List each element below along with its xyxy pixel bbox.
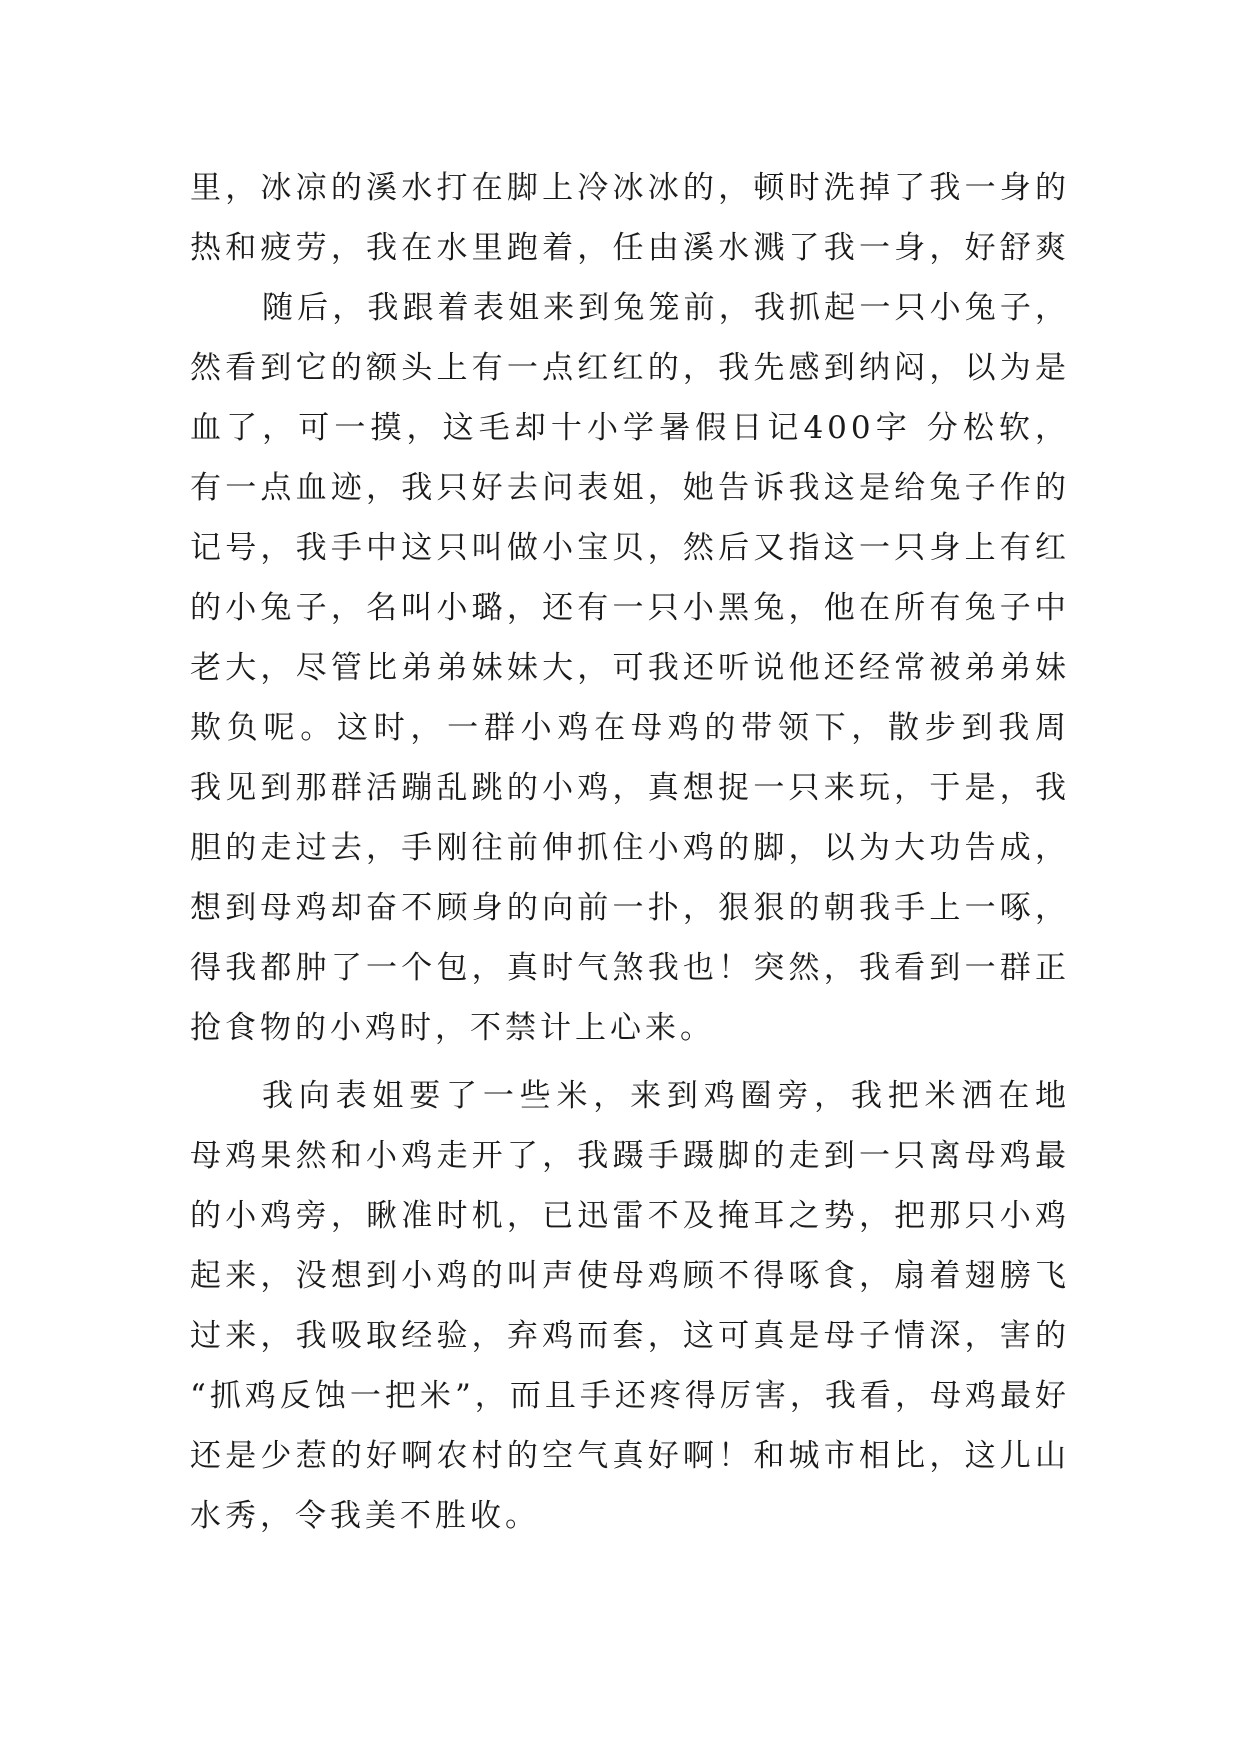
document-body (190, 158, 1070, 1546)
text-line: 得我都肿了一个包，真时气煞我也！突然，我看到一群正 (190, 950, 1070, 986)
paragraph-1 (190, 158, 1070, 278)
text-line: 热和疲劳，我在水里跑着，任由溪水溅了我一身，好舒爽 (190, 230, 1070, 266)
text-line: 胆的走过去，手刚往前伸抓住小鸡的脚，以为大功告成， (190, 830, 1070, 866)
text-line: 里，冰凉的溪水打在脚上冷冰冰的，顿时洗掉了我一身的 (190, 170, 1070, 206)
text-line: 欺负呢。这时，一群小鸡在母鸡的带领下，散步到我周 (190, 710, 1070, 746)
text-line: 然看到它的额头上有一点红红的，我先感到纳闷，以为是 (190, 350, 1070, 386)
text-line: 母鸡果然和小鸡走开了，我蹑手蹑脚的走到一只离母鸡最 (190, 1138, 1070, 1174)
paragraph-spacer (190, 1058, 1070, 1066)
text-line: 想到母鸡却奋不顾身的向前一扑，狠狠的朝我手上一啄， (190, 890, 1070, 926)
text-line: 的小兔子，名叫小璐，还有一只小黑兔，他在所有兔子中 (190, 590, 1070, 626)
text-line: 有一点血迹，我只好去问表姐，她告诉我这是给兔子作的 (190, 470, 1070, 506)
text-line: 随后，我跟着表姐来到兔笼前，我抓起一只小兔子， (262, 290, 1070, 326)
text-line: 老大，尽管比弟弟妹妹大，可我还听说他还经常被弟弟妹 (190, 650, 1070, 686)
paragraph-3 (190, 1066, 1070, 1546)
text-line: 的小鸡旁，瞅准时机，已迅雷不及掩耳之势，把那只小鸡 (190, 1198, 1070, 1234)
text-line: “抓鸡反蚀一把米”，而且手还疼得厉害，我看，母鸡最好 (190, 1378, 1070, 1414)
text-line: 我见到那群活蹦乱跳的小鸡，真想捉一只来玩，于是，我 (190, 770, 1070, 806)
paragraph-2 (190, 278, 1070, 1058)
text-line: 抢食物的小鸡时，不禁计上心来。 (190, 1010, 715, 1046)
text-line: 过来，我吸取经验，弃鸡而套，这可真是母子情深，害的 (190, 1318, 1070, 1354)
text-line: 血了，可一摸，这毛却十小学暑假日记400字 分松软， (190, 410, 1070, 446)
text-line: 水秀，令我美不胜收。 (190, 1498, 540, 1534)
text-line: 我向表姐要了一些米，来到鸡圈旁，我把米洒在地 (262, 1078, 1070, 1114)
text-line: 记号，我手中这只叫做小宝贝，然后又指这一只身上有红 (190, 530, 1070, 566)
text-line: 起来，没想到小鸡的叫声使母鸡顾不得啄食，扇着翅膀飞 (190, 1258, 1070, 1294)
text-line: 还是少惹的好啊农村的空气真好啊！和城市相比，这儿山 (190, 1438, 1070, 1474)
